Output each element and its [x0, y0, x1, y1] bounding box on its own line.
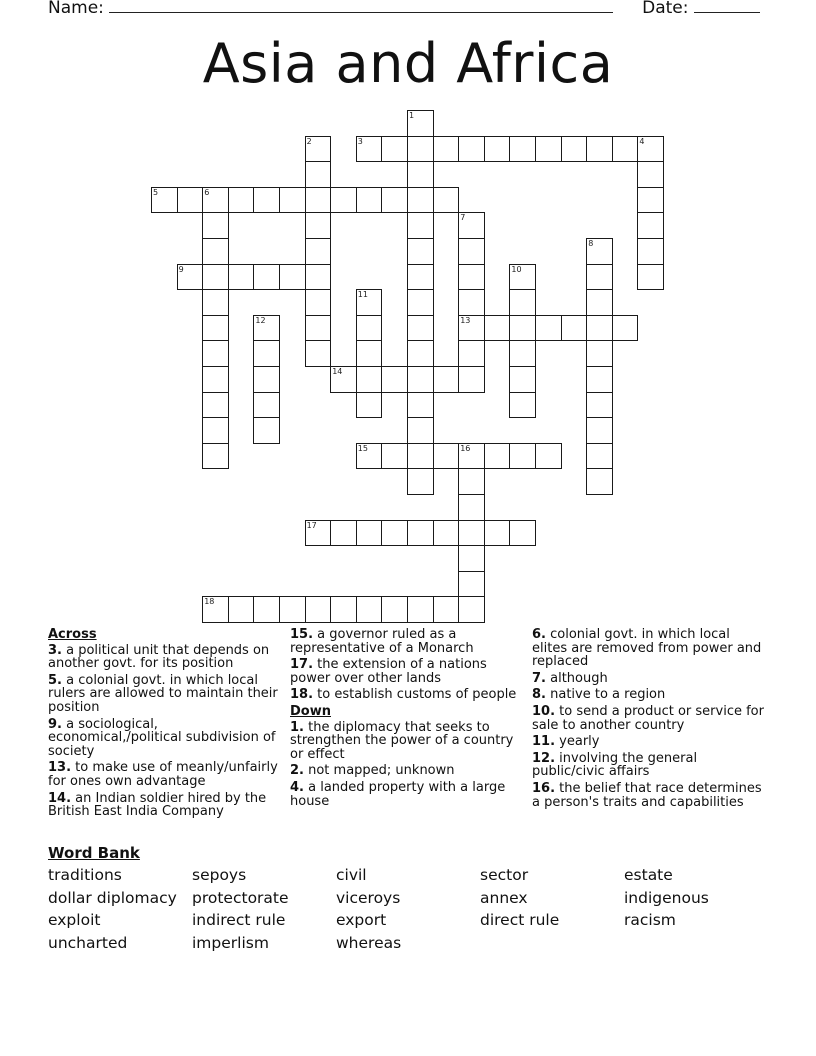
crossword-cell[interactable]: [612, 136, 639, 163]
clue: [48, 792, 280, 819]
crossword-cell[interactable]: [509, 340, 536, 367]
crossword-cell[interactable]: [458, 136, 485, 163]
clue-number: 12: [255, 315, 266, 325]
crossword-cell[interactable]: [253, 187, 280, 214]
word-bank-item: traditions: [48, 866, 122, 884]
crossword-cell[interactable]: [509, 366, 536, 393]
crossword-cell[interactable]: [561, 315, 588, 342]
crossword-cell[interactable]: [637, 238, 664, 265]
crossword-cell[interactable]: [356, 340, 383, 367]
word-bank-item: protectorate: [192, 888, 289, 907]
crossword-cell[interactable]: [458, 264, 485, 291]
clue-text: not mapped; unknown: [303, 763, 455, 779]
crossword-cell[interactable]: [202, 289, 229, 316]
crossword-cell[interactable]: [305, 340, 332, 367]
crossword-cell[interactable]: [202, 187, 229, 214]
crossword-cell[interactable]: [484, 315, 511, 342]
clue-text: the belief that race determines a person's traits and capabilities: [532, 780, 762, 810]
crossword-cell[interactable]: [177, 264, 204, 291]
clue: [290, 628, 522, 655]
crossword-cell[interactable]: [433, 366, 460, 393]
crossword-cell[interactable]: [561, 136, 588, 163]
crossword-cell[interactable]: [407, 520, 434, 547]
clue-text: a landed property with a large house: [290, 779, 506, 809]
crossword-cell[interactable]: [305, 136, 332, 163]
crossword-cell[interactable]: [509, 264, 536, 291]
clue-text: although: [545, 670, 608, 686]
clue-number: 8: [588, 239, 594, 248]
clue: [290, 764, 522, 778]
crossword-cell[interactable]: [433, 596, 460, 623]
clues-column-2: [290, 628, 522, 811]
clue-number: 14: [332, 367, 343, 376]
clue-number: 1: [409, 111, 415, 120]
clue: [532, 628, 764, 669]
crossword-cell[interactable]: [637, 187, 664, 214]
word-bank-item: imperlism: [192, 934, 269, 953]
crossword-cell[interactable]: [381, 366, 408, 393]
crossword-cell[interactable]: [509, 315, 536, 342]
crossword-cell[interactable]: [586, 136, 613, 163]
clue-number: 16.: [532, 780, 556, 796]
crossword-cell[interactable]: [381, 443, 408, 470]
clue-number: 15.: [290, 627, 314, 642]
crossword-cell[interactable]: [458, 289, 485, 316]
clue-number: 1.: [290, 719, 304, 735]
crossword-cell[interactable]: [407, 366, 434, 393]
page-title: Asia and Africa: [202, 32, 614, 95]
clue: [48, 761, 280, 788]
clue-number: 5.: [48, 672, 62, 688]
crossword-cell[interactable]: [279, 596, 306, 623]
clue-text: to make use of meanly/unfairly for ones own advantage: [48, 760, 278, 789]
crossword-cell[interactable]: [356, 289, 383, 316]
crossword-cell[interactable]: [458, 315, 485, 342]
clue-number: 18: [204, 597, 215, 607]
clue-number: 10.: [532, 703, 556, 719]
clue-number: 12.: [532, 750, 556, 766]
crossword-cell[interactable]: [458, 212, 485, 239]
crossword-cell[interactable]: [407, 392, 434, 419]
word-bank-item: exploit: [48, 911, 101, 930]
crossword-cell[interactable]: [458, 545, 485, 572]
crossword-cell[interactable]: [407, 187, 434, 214]
clue-text: a political unit that depends on another govt. for its position: [48, 642, 270, 672]
crossword-cell[interactable]: [586, 340, 613, 367]
crossword-cell[interactable]: [586, 366, 613, 393]
clue-text: native to a region: [545, 687, 666, 703]
crossword-cell[interactable]: [202, 392, 229, 419]
crossword-cell[interactable]: [253, 340, 280, 367]
clue-text: a colonial govt. in which local rulers are allowed to maintain their position: [48, 672, 278, 715]
crossword-cell[interactable]: [330, 520, 357, 547]
crossword-cell[interactable]: [458, 238, 485, 265]
crossword-cell[interactable]: [202, 315, 229, 342]
crossword-cell[interactable]: [458, 366, 485, 393]
clue-number: 7.: [532, 670, 546, 686]
clue: [532, 672, 764, 686]
crossword-cell[interactable]: [407, 110, 434, 137]
crossword-cell[interactable]: [407, 315, 434, 342]
crossword-cell[interactable]: [202, 340, 229, 367]
clues-column-3: [532, 628, 764, 812]
crossword-cell[interactable]: [330, 596, 357, 623]
crossword-cell[interactable]: [586, 315, 613, 342]
date-label: Date:: [642, 0, 689, 18]
clue: [290, 658, 522, 685]
crossword-cell[interactable]: [433, 187, 460, 214]
clue-number: 11: [357, 290, 368, 300]
crossword-cell[interactable]: [177, 187, 204, 214]
word-bank-item: civil: [336, 866, 367, 884]
crossword-cell[interactable]: [612, 315, 639, 342]
clue-text: to establish customs of people: [313, 687, 517, 703]
crossword-cell[interactable]: [407, 596, 434, 623]
clue-text: a sociological, economical,/political subdivision of society: [48, 716, 276, 759]
crossword-cell[interactable]: [253, 366, 280, 393]
crossword-cell[interactable]: [458, 571, 485, 598]
crossword-cell[interactable]: [356, 187, 383, 214]
crossword-cell[interactable]: [356, 136, 383, 163]
crossword-cell[interactable]: [253, 392, 280, 419]
clue-number: 6: [204, 187, 210, 197]
crossword-cell[interactable]: [458, 494, 485, 521]
crossword-cell[interactable]: [330, 187, 357, 214]
crossword-cell[interactable]: [356, 392, 383, 419]
crossword-cell[interactable]: [202, 443, 229, 470]
crossword-cell[interactable]: [305, 161, 332, 188]
clue-number: 11.: [532, 734, 556, 750]
crossword-cell[interactable]: [407, 417, 434, 444]
crossword-cell[interactable]: [356, 596, 383, 623]
clue: [48, 718, 280, 759]
crossword-cell[interactable]: [305, 520, 332, 547]
word-bank-item: whereas: [336, 934, 402, 953]
clue-number: 7: [460, 213, 466, 223]
crossword-cell[interactable]: [509, 443, 536, 470]
clue-number: 4.: [290, 779, 304, 795]
crossword-cell[interactable]: [509, 136, 536, 163]
clue-number: 14.: [48, 790, 72, 806]
clue-text: a governor ruled as a representative of a Monarch: [290, 627, 474, 656]
clue-number: 17: [306, 520, 317, 530]
crossword-cell[interactable]: [279, 264, 306, 291]
crossword-cell[interactable]: [330, 366, 357, 393]
crossword-cell[interactable]: [202, 417, 229, 444]
crossword-cell[interactable]: [535, 315, 562, 342]
word-bank-item: racism: [624, 911, 676, 930]
crossword-cell[interactable]: [228, 187, 255, 214]
word-bank-item: export: [336, 911, 387, 930]
crossword-cell[interactable]: [202, 264, 229, 291]
crossword-cell[interactable]: [305, 289, 332, 316]
crossword-cell[interactable]: [509, 520, 536, 547]
word-bank-item: direct rule: [480, 911, 560, 930]
clue-text: to send a product or service for sale to another country: [532, 703, 764, 733]
across-heading: Across: [48, 627, 97, 642]
crossword-cell[interactable]: [253, 596, 280, 623]
word-bank-item: indirect rule: [192, 911, 286, 930]
crossword-cell[interactable]: [586, 392, 613, 419]
crossword-cell[interactable]: [637, 136, 664, 163]
crossword-cell[interactable]: [381, 187, 408, 214]
clue-text: colonial govt. in which local elites are removed from power and replaced: [532, 627, 762, 670]
crossword-cell[interactable]: [407, 238, 434, 265]
crossword-cell[interactable]: [407, 136, 434, 163]
clue-number: 3: [357, 136, 363, 146]
clue-number: 5: [153, 187, 159, 197]
crossword-cell[interactable]: [637, 212, 664, 239]
crossword-cell[interactable]: [279, 187, 306, 214]
crossword-cell[interactable]: [305, 187, 332, 214]
crossword-cell[interactable]: [586, 417, 613, 444]
clue-number: 8.: [532, 687, 546, 703]
clue: [532, 688, 764, 702]
crossword-cell[interactable]: [586, 443, 613, 470]
clue-number: 15: [357, 443, 368, 453]
crossword-cell[interactable]: [535, 136, 562, 163]
crossword-cell[interactable]: [202, 596, 229, 623]
crossword-cell[interactable]: [433, 520, 460, 547]
clue-number: 18.: [290, 687, 314, 703]
clues-column-1: [48, 628, 280, 822]
clue-number: 2: [306, 136, 312, 146]
crossword-cell[interactable]: [637, 264, 664, 291]
crossword-cell[interactable]: [433, 136, 460, 163]
crossword-cell[interactable]: [586, 238, 613, 265]
clue-number: 13.: [48, 760, 72, 776]
crossword-cell[interactable]: [407, 289, 434, 316]
crossword-cell[interactable]: [458, 520, 485, 547]
crossword-cell[interactable]: [407, 161, 434, 188]
crossword-cell[interactable]: [305, 212, 332, 239]
crossword-cell[interactable]: [381, 520, 408, 547]
word-bank-title: Word Bank: [48, 844, 140, 862]
crossword-cell[interactable]: [356, 315, 383, 342]
word-bank-item: estate: [624, 866, 673, 884]
crossword-cell[interactable]: [228, 264, 255, 291]
clue-number: 9.: [48, 716, 62, 732]
clue: [48, 644, 280, 671]
crossword-cell[interactable]: [484, 520, 511, 547]
word-bank-item: sector: [480, 866, 529, 884]
crossword-cell[interactable]: [586, 264, 613, 291]
crossword-cell[interactable]: [305, 596, 332, 623]
clue-number: 6.: [532, 627, 546, 642]
clue: [532, 705, 764, 732]
crossword-cell[interactable]: [381, 136, 408, 163]
crossword-cell[interactable]: [356, 520, 383, 547]
crossword-cell[interactable]: [381, 596, 408, 623]
clue-number: 2.: [290, 763, 304, 779]
crossword-cell[interactable]: [305, 238, 332, 265]
crossword-cell[interactable]: [586, 468, 613, 495]
clue-number: 16: [460, 443, 471, 453]
clue-number: 17.: [290, 657, 314, 673]
crossword-cell[interactable]: [228, 596, 255, 623]
word-bank-item: viceroys: [336, 888, 401, 907]
crossword-cell[interactable]: [509, 289, 536, 316]
crossword-cell[interactable]: [407, 340, 434, 367]
crossword-cell[interactable]: [586, 289, 613, 316]
crossword-cell[interactable]: [484, 443, 511, 470]
crossword-cell[interactable]: [253, 417, 280, 444]
crossword-cell[interactable]: [458, 340, 485, 367]
clue-number: 3.: [48, 642, 62, 658]
crossword-cell[interactable]: [535, 443, 562, 470]
crossword-cell[interactable]: [509, 392, 536, 419]
clue: [532, 752, 764, 779]
word-bank-item: indigenous: [624, 888, 709, 907]
clue-text: involving the general public/civic affairs: [532, 750, 698, 780]
clue-text: yearly: [555, 734, 600, 750]
crossword-cell[interactable]: [305, 315, 332, 342]
crossword-cell[interactable]: [433, 443, 460, 470]
name-label: Name:: [48, 0, 104, 18]
crossword-cell[interactable]: [407, 264, 434, 291]
clue: [290, 721, 522, 762]
crossword-cell[interactable]: [356, 366, 383, 393]
crossword-cell[interactable]: [484, 136, 511, 163]
clue-number: 13: [460, 315, 471, 325]
clue-text: the diplomacy that seeks to strengthen the power of a country or effect: [290, 719, 514, 762]
crossword-cell[interactable]: [202, 238, 229, 265]
word-bank-item: annex: [480, 888, 528, 907]
crossword-cell[interactable]: [458, 468, 485, 495]
clue: [290, 688, 522, 702]
clue: [48, 674, 280, 715]
down-heading: Down: [290, 703, 331, 719]
clue: [290, 781, 522, 808]
crossword-cell[interactable]: [407, 443, 434, 470]
crossword-cell[interactable]: [458, 443, 485, 470]
crossword-cell[interactable]: [356, 443, 383, 470]
crossword-cell[interactable]: [151, 187, 178, 214]
word-bank-item: uncharted: [48, 934, 128, 953]
crossword-cell[interactable]: [202, 366, 229, 393]
crossword-cell[interactable]: [637, 161, 664, 188]
crossword-cell[interactable]: [253, 315, 280, 342]
crossword-cell[interactable]: [305, 264, 332, 291]
clue-text: the extension of a nations power over other lands: [290, 657, 487, 686]
clue: [532, 735, 764, 749]
word-bank-item: dollar diplomacy: [48, 888, 177, 907]
clue-number: 4: [639, 136, 645, 146]
crossword-cell[interactable]: [407, 212, 434, 239]
clue: [532, 782, 764, 809]
clue-number: 9: [178, 264, 184, 274]
clue-text: an Indian soldier hired by the British East India Company: [48, 790, 267, 820]
crossword-cell[interactable]: [458, 596, 485, 623]
crossword-cell[interactable]: [253, 264, 280, 291]
crossword-cell[interactable]: [202, 212, 229, 239]
word-bank-item: sepoys: [192, 866, 247, 884]
crossword-cell[interactable]: [407, 468, 434, 495]
clue-number: 10: [511, 264, 522, 274]
